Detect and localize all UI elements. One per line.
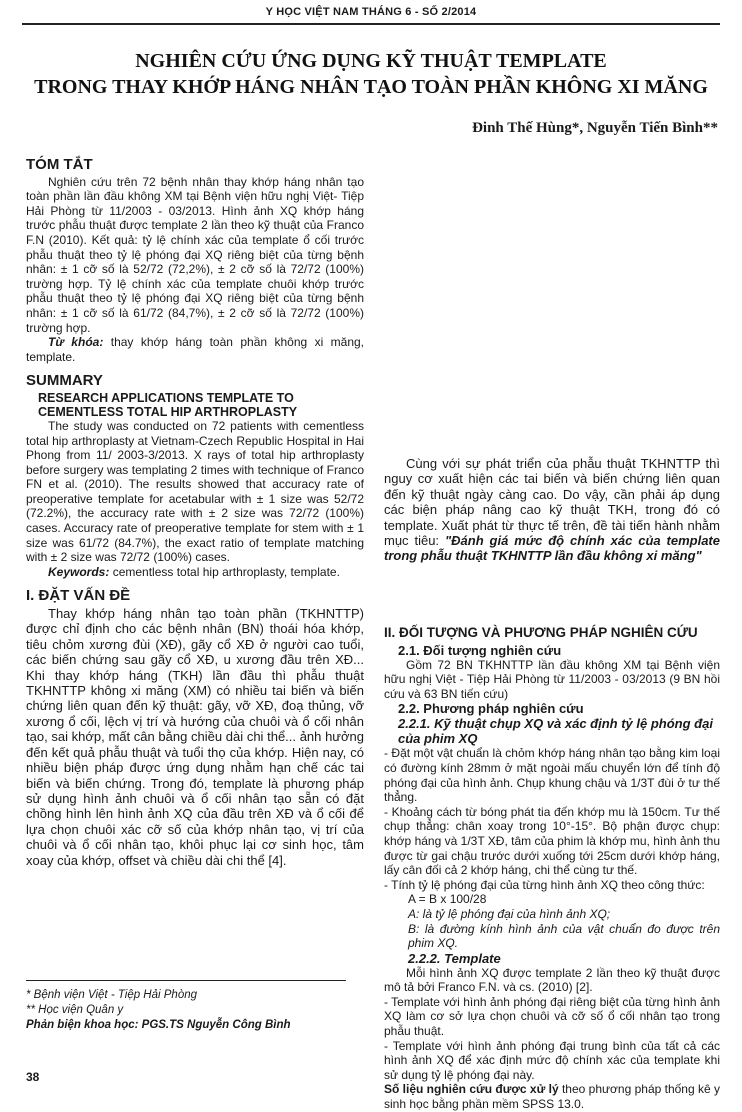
- section1-heading: I. ĐẶT VẤN ĐỀ: [26, 587, 131, 605]
- title-line-1: NGHIÊN CỨU ỨNG DỤNG KỸ THUẬT TEMPLATE: [135, 50, 607, 72]
- formula-a: A: là tỷ lệ phóng đại của hình ảnh XQ;: [408, 906, 611, 921]
- abstract-body: Nghiên cứu trên 72 bệnh nhân thay khớp háng nhân tạo toàn phần lần đầu không XM tại Bệnh viện hữu nghị Việt- Tiệp Hải Phòng từ 11/2003 - 03/2013. Hình ảnh XQ khớp háng trước phẫu thuật được template 2 lần theo kỹ thuật của Franco F.N (2010). Kết quả: tỷ lệ chính xác của template ổ cối trước phẫu thuật theo tỷ lệ phóng đại XQ riêng biệt của từng bệnh nhân: ± 1 cỡ số là 52/72 (72,2%), ± 2 cỡ số là 72/72 (100%) trường hợp. Tỷ lệ chính xác của template chuôi khớp trước phẫu thuật theo tỷ lệ phóng đại XQ riêng biệt của từng bệnh nhân: ± 1 cỡ số là 61/72 (84,7%), ± 2 cỡ số là 72/72 (100%) trường hợp.: [26, 174, 364, 335]
- section2-heading: II. ĐỐI TƯỢNG VÀ PHƯƠNG PHÁP NGHIÊN CỨU: [384, 625, 698, 640]
- section1-para1: Thay khớp háng nhân tạo toàn phần (TKHNTTP) được chỉ định cho các bệnh nhân (BN) thoái hóa khớp, tiêu chỏm xương đùi (XĐ), gãy cổ XĐ ở người cao tuổi, các biến chứng sau gãy cổ XĐ, u xương đầu trên XĐ... Khi thay khớp háng (TKH) lần đầu thì phẫu thuật TKHNTTP không xi măng (XM) có nhiều tai biến và biến chứng liên quan đến kỹ thuật: gãy, vỡ XĐ, đoạ thủng, vỡ xương ổ cối, lệch vị trí và hướng của chuôi và ổ cối nhân tạo, sai khớp, mất cân bằng chiều dài chi thể... ảnh hưởng đến kết quả phẫu thuật và tuổi thọ của khớp. Hiện nay, có nhiều biện pháp được ứng dụng nhằm hạn chế các tai biến và biến chứng. Trong đó, template là phương pháp sử dụng hình ảnh chuôi và ổ cối nhân tạo sẵn có đặt chồng hình lên hình ảnh XQ của đầu trên XĐ và ổ cối để lựa chọn chuôi xác cỡ số của khớp nhân tạo, vị trí của chuôi và ổ cối nhân tạo, khôi phục lại cơ sinh học, tâm xoay của khớp, offset và chiều dài chi thể [4].: [26, 606, 364, 868]
- sub22-body: Mỗi hình ảnh XQ được template 2 lần theo kỹ thuật được mô tả bởi Franco F.N. và cs. (2010) [2].: [384, 965, 720, 995]
- summary-keywords: [26, 565, 364, 580]
- keywords-label-vi: Từ khóa:: [48, 335, 104, 350]
- formula-b: B: là đường kính hình ảnh của vật chuẩn đo được trên phim XQ.: [408, 921, 720, 951]
- article-title: [20, 48, 722, 100]
- objective: "Đánh giá mức độ chính xác của template trong phẫu thuật TKHNTTP lần đầu không xi măng": [384, 533, 720, 564]
- footnotes: [26, 988, 356, 1033]
- authors: Đinh Thế Hùng*, Nguyễn Tiến Bình**: [472, 120, 718, 136]
- sub1-heading: 2.1. Đối tượng nghiên cứu: [398, 642, 562, 658]
- summary-heading: SUMMARY: [26, 372, 103, 390]
- para2-text: Cùng với sự phát triển của phẫu thuật TKHNTTP thì nguy cơ xuất hiện các tai biến và biến chứng liên quan đến kỹ thuật ngày càng cao. Do vậy, cần phải áp dụng các biện pháp nâng cao kỹ thuật TKH, trong đó có template. Xuất phát từ thực tế trên, đề tài tiến hành nhằm mục tiêu:: [384, 456, 720, 549]
- reviewer-note: Phản biện khoa học: PGS.TS Nguyễn Công Bình: [26, 1019, 291, 1031]
- keywords-vi: thay khớp háng toàn phần không xi măng, template.: [26, 335, 365, 364]
- keywords-label-en: Keywords:: [48, 564, 110, 579]
- sub22-heading: 2.2.2. Template: [408, 950, 501, 966]
- methods-column: [384, 626, 720, 1112]
- page-number: 38: [26, 1070, 40, 1084]
- stats-paragraph: [384, 1082, 720, 1111]
- stats-body: theo phương pháp thống kê y sinh học bằng phần mềm SPSS 13.0.: [384, 1082, 720, 1112]
- sub1-body: Gồm 72 BN TKHNTTP lần đầu không XM tại Bệnh viện hữu nghị Việt - Tiệp Hải Phòng từ 11/2003 - 03/2013 (9 BN hồi cứu và 63 BN tiến cứu): [384, 657, 720, 701]
- header-rule: [22, 23, 720, 25]
- sub2-heading: 2.2. Phương pháp nghiên cứu: [398, 701, 584, 717]
- summary-title: RESEARCH APPLICATIONS TEMPLATE TO CEMENTLESS TOTAL HIP ARTHROPLASTY: [38, 390, 298, 419]
- stats-label: Số liệu nghiên cứu được xử lý: [384, 1082, 559, 1097]
- footnote-1: * Bệnh viện Việt - Tiệp Hải Phòng: [26, 989, 198, 1001]
- formula: A = B x 100/28: [408, 892, 487, 907]
- method-item-1: - Đặt một vật chuẩn là chỏm khớp háng nhân tạo bằng kim loại có đường kính 28mm ở mặt ngoài mấu chuyển lớn để tính độ phóng đại của hình ảnh. Chụp khung chậu và 1/3T đùi ở tư thế thẳng.: [384, 746, 720, 805]
- title-line-2: TRONG THAY KHỚP HÁNG NHÂN TẠO TOÀN PHẦN KHÔNG XI MĂNG: [34, 76, 708, 98]
- abstract-keywords: [26, 335, 364, 364]
- summary-body: The study was conducted on 72 patients with cementless total hip arthroplasty at Vietnam-Czech Republic Hospital in Hai Phong from 11/ 2003-3/2013. X rays of total hip arthroplasty before surgery was templating 2 times with technique of Franco FN et al. (2010). The results showed that accuracy rate of preoperative template for acetabular with ± 1 size was 52/72 (72.2%), the accuracy rate with ± 2 size was 72/72 (100%) cases. Accuracy rate of preoperative template for stem with ± 1 size was 61/72 (84.7%), the exact ratio of template matching with ± 2 size was 72/72 (100%) cases.: [26, 418, 364, 565]
- method-item-5: - Template với hình ảnh phóng đại trung bình của tất cả các hình ảnh XQ để xác định mức độ chính xác của template khi sử dụng tỷ lệ phóng đại này.: [384, 1038, 720, 1082]
- footnote-2: ** Học viện Quân y: [26, 1004, 124, 1016]
- abstract-heading: TÓM TẮT: [26, 156, 93, 173]
- running-head: Y HỌC VIỆT NAM THÁNG 6 - SỐ 2/2014: [265, 6, 477, 18]
- section1-para2: [384, 456, 720, 564]
- left-column: [26, 158, 364, 868]
- footnote-rule: [26, 980, 346, 981]
- keywords-en: cementless total hip arthroplasty, template.: [109, 564, 340, 579]
- right-column: [384, 456, 720, 564]
- method-item-3: - Tính tỷ lệ phóng đại của từng hình ảnh XQ theo công thức:: [384, 877, 705, 892]
- sub21-heading: 2.2.1. Kỹ thuật chụp XQ và xác định tỷ lệ phóng đại của phim XQ: [398, 716, 713, 747]
- method-item-2: - Khoảng cách từ bóng phát tia đến khớp mu là 150cm. Tư thế chụp thẳng: chân xoay trong 10°-15°. Bộ phận được chụp: khớp háng và 1/3T XĐ, tâm của phim là khớp mu, hình ảnh thu được từ gai chậu trước dưới xuống tới 25cm dưới khớp háng, lấy cân đối cả 2 khớp háng, chi thể cùng tư thế.: [384, 804, 720, 878]
- method-item-4: - Template với hình ảnh phóng đại riêng biệt của từng hình ảnh XQ làm cơ sở lựa chọn chuôi và cỡ số ổ cối nhân tạo trong phẫu thuật.: [384, 994, 720, 1039]
